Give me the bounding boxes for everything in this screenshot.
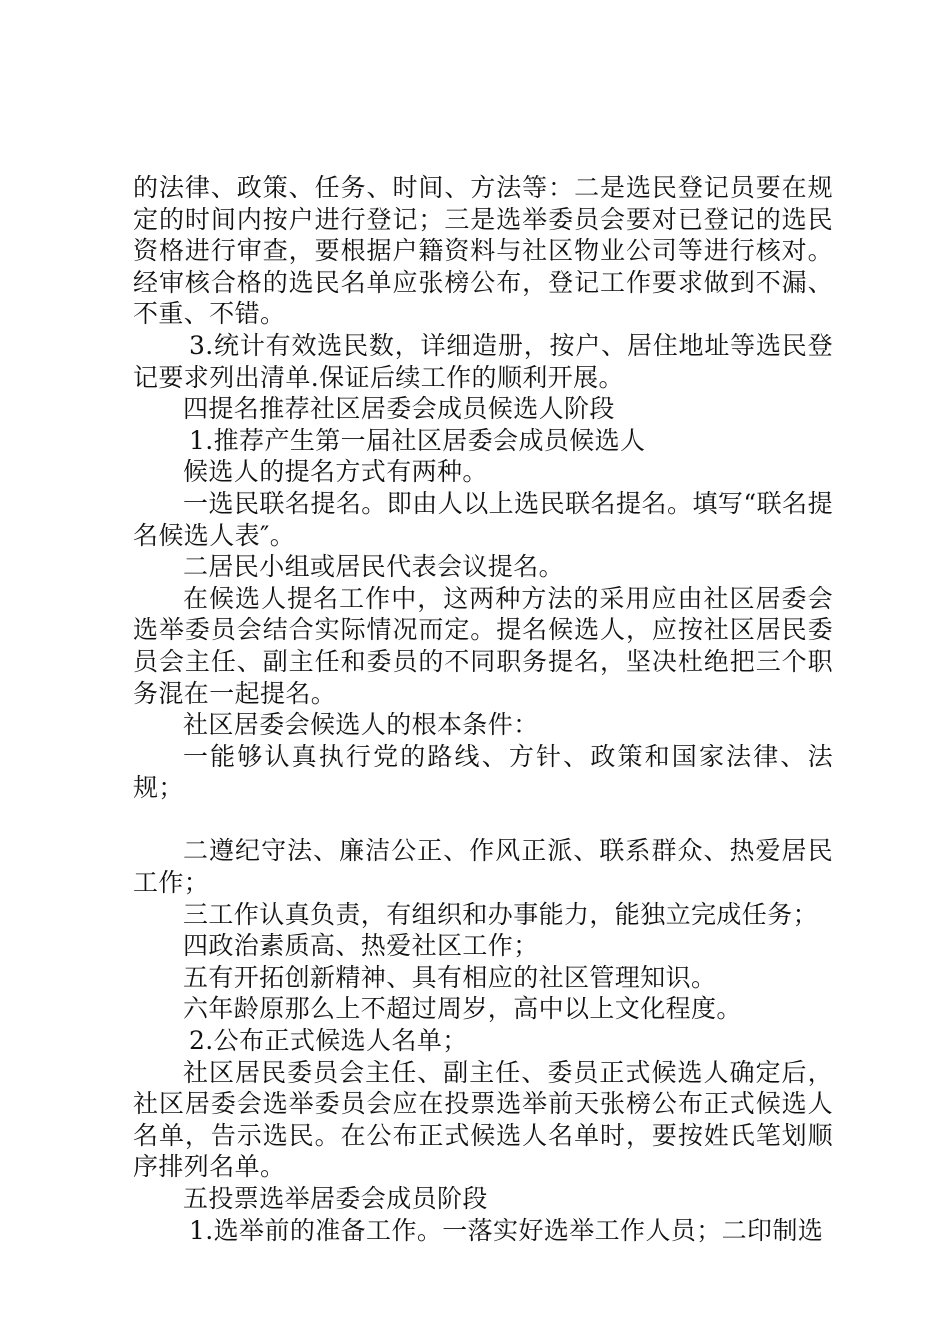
paragraph-18: 社区居民委员会主任、副主任、委员正式候选人确定后，社区居委会选举委员会应在投票选举前天张榜公布正式候选人名单，告示选民。在公布正式候选人名单时，要按姓氏笔划顺序排列名单。 (133, 1057, 833, 1182)
paragraph-9: 社区居委会候选人的根本条件： (183, 710, 539, 740)
subheading-3: 1.选举前的准备工作。一落实好选举工作人员；二印制选 (189, 1215, 824, 1245)
subheading-2: 2.公布正式候选人名单； (189, 1026, 468, 1056)
paragraph-12: 二遵纪守法、廉洁公正、作风正派、联系群众、热爱居民工作； (133, 836, 833, 898)
paragraph-2: 3.统计有效选民数，详细造册，按户、居住地址等选民登记要求列出清单.保证后续工作的顺利开展。 (133, 330, 833, 392)
paragraph-10: 一能够认真执行党的路线、方针、政策和国家法律、法规； (133, 741, 833, 803)
paragraph-6: 一选民联名提名。即由人以上选民联名提名。填写“联名提名候选人表″。 (133, 488, 833, 550)
paragraph-15: 五有开拓创新精神、具有相应的社区管理知识。 (183, 962, 717, 992)
paragraph-1: 的法律、政策、任务、时间、方法等：二是选民登记员要在规定的时间内按户进行登记；三是选举委员会要对已登记的选民资格进行审查，要根据户籍资料与社区物业公司等进行核对。经审核合格的选民名单应张榜公布，登记工作要求做到不漏、不重、不错。 (133, 173, 833, 329)
subheading-1: 1.推荐产生第一届社区居委会成员候选人 (189, 425, 646, 455)
paragraph-8: 在候选人提名工作中，这两种方法的采用应由社区居委会选举委员会结合实际情况而定。提名候选人，应按社区居民委员会主任、副主任和委员的不同职务提名，坚决杜绝把三个职务混在一起提名。 (133, 583, 833, 708)
section-heading-4: 四提名推荐社区居委会成员候选人阶段 (183, 394, 615, 424)
section-heading-5: 五投票选举居委会成员阶段 (183, 1184, 488, 1213)
paragraph-16: 六年龄原那么上不超过周岁，高中以上文化程度。 (183, 994, 742, 1024)
paragraph-13: 三工作认真负责，有组织和办事能力，能独立完成任务； (183, 899, 819, 929)
paragraph-5: 候选人的提名方式有两种。 (183, 457, 488, 487)
document-body (133, 172, 833, 1246)
blank-line (133, 804, 833, 836)
paragraph-14: 四政治素质高、热爱社区工作； (183, 931, 539, 961)
paragraph-7: 二居民小组或居民代表会议提名。 (183, 552, 565, 582)
